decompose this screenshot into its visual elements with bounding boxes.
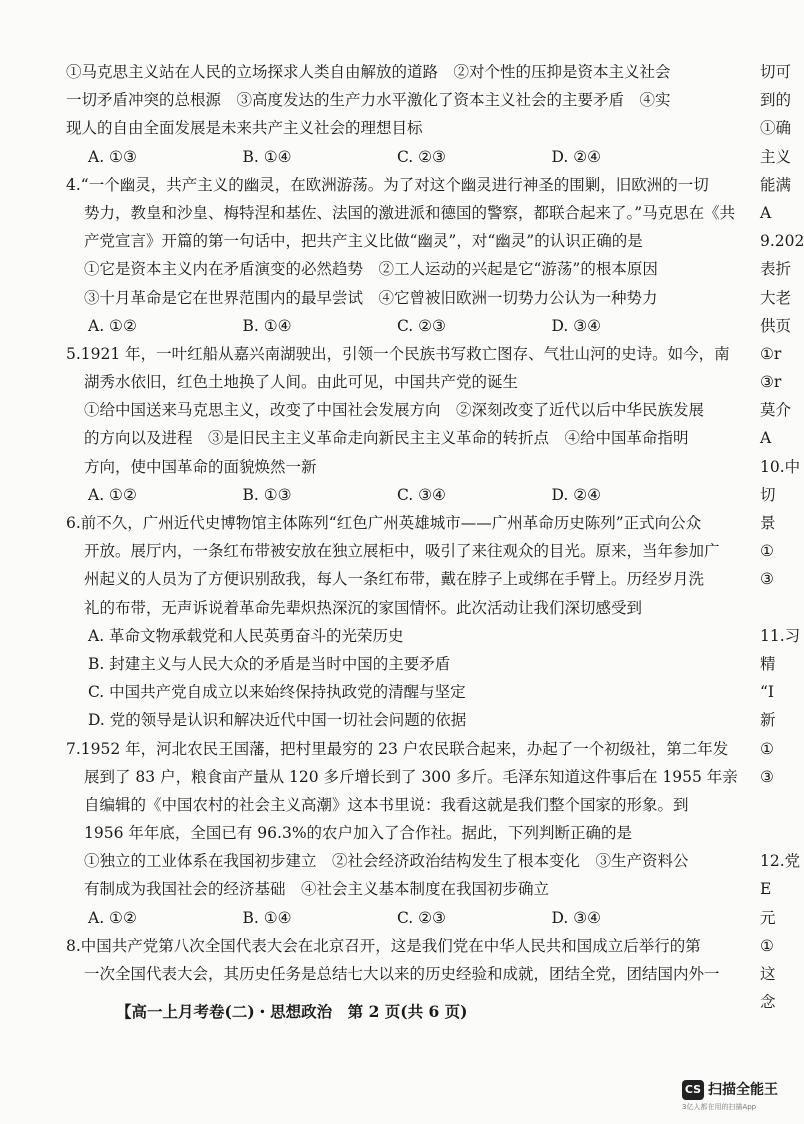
q4-stem: 4.“一个幽灵，共产主义的幽灵，在欧洲游荡。为了对这个幽灵进行神圣的围剿，旧欧洲的一切 <box>66 175 709 194</box>
fragment-line <box>760 819 794 847</box>
fragment-line: 大老 <box>760 288 792 307</box>
q5-options <box>66 481 706 509</box>
q4-line: ③十月革命是它在世界范围内的最早尝试 ④它曾被旧欧洲一切势力公认为一种势力 <box>84 288 658 307</box>
option-a: A. ①② <box>88 908 137 927</box>
q6-choice-a: A. 革命文物承载党和人民英勇奋斗的光荣历史 <box>88 626 404 645</box>
q6-choice-d: D. 党的领导是认识和解决近代中国一切社会问题的依据 <box>88 711 467 730</box>
fragment-line: 能满 <box>760 175 792 194</box>
q6-line: 州起义的人员为了方便识别敌我，每人一条红布带，戴在脖子上或绑在手臂上。历经岁月洗 <box>84 570 705 589</box>
fragment-line: ③ <box>760 767 774 786</box>
fragment-line: 景 <box>760 514 776 532</box>
scanner-tagline: 3亿人都在用的扫描App <box>682 1103 757 1111</box>
option-b: B. ①④ <box>242 147 292 166</box>
q4-options <box>66 312 706 340</box>
fragment-line: E <box>760 880 772 899</box>
option-a: A. ①② <box>88 316 137 335</box>
option-d: D. ②④ <box>551 147 602 166</box>
fragment-line: A <box>760 203 772 222</box>
fragment-line: 莫介 <box>760 401 792 420</box>
q8-line: 一次全国代表大会，其历史任务是总结七大以来的历史经验和成就，团结全党，团结国内外一 <box>84 965 720 983</box>
fragment-line: 主义 <box>760 147 792 166</box>
q5-line: 的方向以及进程 ③是旧民主主义革命走向新民主主义革命的转折点 ④给中国革命指明 <box>84 429 689 448</box>
q4-line: ①它是资本主义内在矛盾演变的必然趋势 ②工人运动的兴起是它“游荡”的根本原因 <box>84 260 658 279</box>
option-b: B. ①④ <box>242 316 292 335</box>
fragment-line: 切 <box>760 485 776 504</box>
right-column-fragment <box>760 58 804 1016</box>
fragment-line: “I <box>760 683 775 702</box>
q7-line: 展到了 83 户，粮食亩产量从 120 多斤增长到了 300 多斤。毛泽东知道这件事后在 1955 年亲 <box>84 767 738 786</box>
fragment-line: ①确 <box>760 119 792 138</box>
fragment-line: 精 <box>760 654 776 673</box>
q5-line: 方向，使中国革命的面貌焕然一新 <box>84 457 317 476</box>
q6-line: 开放。展厅内，一条红布带被安放在独立展柜中，吸引了来往观众的目光。原来，当年参加广 <box>84 542 720 561</box>
main-column <box>66 58 738 988</box>
fragment-line: A <box>760 429 772 448</box>
fragment-line: ① <box>760 739 774 758</box>
q6-choice-b: B. 封建主义与人民大众的矛盾是当时中国的主要矛盾 <box>88 654 451 673</box>
fragment-line: ①r <box>760 344 782 363</box>
fragment-line: 10.中 <box>760 457 801 476</box>
option-c: C. ③④ <box>397 485 446 504</box>
scanner-watermark <box>682 1078 794 1118</box>
q6-choice-c: C. 中国共产党自成立以来始终保持执政党的清醒与坚定 <box>88 683 466 702</box>
q5-stem: 5.1921 年，一叶红船从嘉兴南湖驶出，引领一个民族书写救亡图存、气壮山河的史诗。如今，南 <box>66 344 730 363</box>
fragment-line: 11.习 <box>760 626 801 645</box>
fragment-line: 表折 <box>760 260 792 279</box>
page-footer: 【高一上月考卷(二)・思想政治 第 2 页(共 6 页) <box>116 1002 468 1021</box>
q5-line: 湖秀水依旧，红色土地换了人间。由此可见，中国共产党的诞生 <box>84 373 519 392</box>
q6-stem: 6.前不久，广州近代史博物馆主体陈列“红色广州英雄城市——广州革命历史陈列”正式向公众 <box>66 514 702 532</box>
q3-line: 一切矛盾冲突的总根源 ③高度发达的生产力水平激化了资本主义社会的主要矛盾 ④实 <box>66 91 671 110</box>
camscanner-logo-icon: CS <box>682 1080 704 1100</box>
option-a: A. ①② <box>88 485 137 504</box>
fragment-line: ③r <box>760 373 782 392</box>
q5-line: ①给中国送来马克思主义，改变了中国社会发展方向 ②深刻改变了近代以后中华民族发展 <box>84 401 705 420</box>
q8-stem: 8.中国共产党第八次全国代表大会在北京召开，这是我们党在中华人民共和国成立后举行的第 <box>66 936 701 955</box>
fragment-line: 切可 <box>760 63 792 81</box>
fragment-line: 9.202 <box>760 232 804 251</box>
q6-line: 礼的布带，无声诉说着革命先辈炽热深沉的家国情怀。此次活动让我们深切感受到 <box>84 598 643 617</box>
q4-line: 产党宣言》开篇的第一句话中，把共产主义比做“幽灵”，对“幽灵”的认识正确的是 <box>84 232 643 251</box>
fragment-line: 12.党 <box>760 852 801 871</box>
option-b: B. ①④ <box>242 908 292 927</box>
q7-stem: 7.1952 年，河北农民王国藩，把村里最穷的 23 户农民联合起来，办起了一个初级社，第二年发 <box>66 739 729 758</box>
option-c: C. ②③ <box>397 908 446 927</box>
q7-line: 1956 年年底，全国已有 96.3%的农户加入了合作社。据此，下列判断正确的是 <box>84 824 633 843</box>
option-d: D. ②④ <box>551 485 602 504</box>
fragment-line: 念 <box>760 993 776 1012</box>
option-a: A. ①③ <box>88 147 137 166</box>
fragment-line: ③ <box>760 570 774 589</box>
q7-line: ①独立的工业体系在我国初步建立 ②社会经济政治结构发生了根本变化 ③生产资料公 <box>84 852 689 871</box>
q7-line: 自编辑的《中国农村的社会主义高潮》这本书里说：我看这就是我们整个国家的形象。到 <box>84 795 689 814</box>
fragment-line: 新 <box>760 711 776 730</box>
fragment-line <box>760 594 794 622</box>
q3-line: ①马克思主义站在人民的立场探求人类自由解放的道路 ②对个性的压抑是资本主义社会 <box>66 63 671 81</box>
q3-line: 现人的自由全面发展是未来共产主义社会的理想目标 <box>66 119 423 138</box>
q7-line: 有制成为我国社会的经济基础 ④社会主义基本制度在我国初步确立 <box>84 880 550 899</box>
option-d: D. ③④ <box>551 908 602 927</box>
fragment-line: 元 <box>760 908 776 927</box>
option-d: D. ③④ <box>551 316 602 335</box>
option-b: B. ①③ <box>242 485 292 504</box>
fragment-line: 这 <box>760 965 776 983</box>
fragment-line: 供页 <box>760 316 792 335</box>
fragment-line: ① <box>760 936 774 955</box>
option-c: C. ②③ <box>397 316 446 335</box>
fragment-line: ① <box>760 542 774 561</box>
option-c: C. ②③ <box>397 147 446 166</box>
q7-options <box>66 904 706 932</box>
q3-options <box>66 143 706 171</box>
fragment-line: 到的 <box>760 91 792 110</box>
scanner-app-name: 扫描全能王 <box>708 1082 778 1098</box>
fragment-line <box>760 791 794 819</box>
q4-line: 势力，教皇和沙皇、梅特涅和基佐、法国的激进派和德国的警察，都联合起来了。”马克思在《共 <box>84 203 736 222</box>
